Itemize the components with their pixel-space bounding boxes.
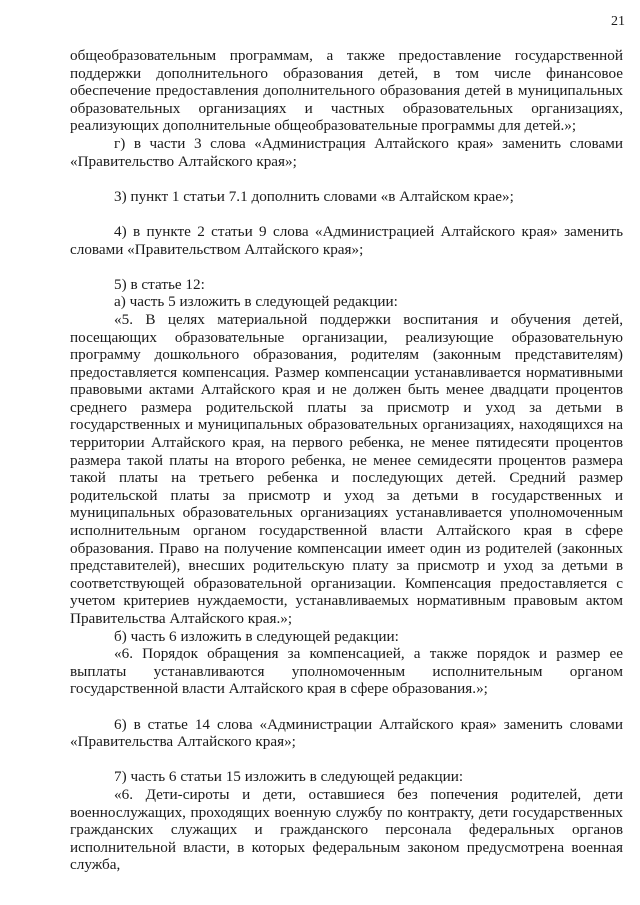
paragraph-item-5: 5) в статье 12: — [114, 275, 205, 293]
paragraph-item-3: 3) пункт 1 статьи 7.1 дополнить словами «в Алтайском крае»; — [114, 187, 514, 205]
paragraph-part-6-article-15-text: «6. Дети-сироты и дети, оставшиеся без попечения родителей, дети военнослужащих, проходящих военную службу по контракту, дети государственных гражданских служащих и гражданского персонала федеральных органов исполнительной власти, в которых федеральным законом предусмотрена военная служба, — [70, 785, 623, 874]
paragraph-item-5a: а) часть 5 изложить в следующей редакции: — [114, 293, 398, 311]
paragraph-item-g: г) в части 3 слова «Администрация Алтайского края» заменить словами «Правительство Алтайского края»; — [70, 134, 623, 170]
paragraph-item-6: 6) в статье 14 слова «Администрации Алтайского края» заменить словами «Правительства Алтайского края»; — [70, 715, 623, 751]
paragraph-item-5b: б) часть 6 изложить в следующей редакции: — [114, 627, 399, 645]
paragraph-part-5-text: «5. В целях материальной поддержки воспитания и обучения детей, посещающих образовательные организации, реализующие образовательную программу дошкольного образования, родителям (законным представителям) предоставляется компенсация. Размер компенсации устанавливается нормативными правовыми актами Алтайского края и не должен быть менее двадцати процентов среднего размера родительской платы за присмотр и уход за детьми в государственных и муниципальных образовательных организациях, находящихся на территории Алтайского края, на первого ребенка, не менее пятидесяти процентов размера такой платы на второго ребенка, не менее семидесяти процентов размера такой платы на третьего ребенка и последующих детей. Средний размер родительской платы за присмотр и уход за детьми в государственных и муниципальных образовательных организациях устанавливается уполномоченным исполнительным органом государственной власти Алтайского края в сфере образования. Право на получение компенсации имеет один из родителей (законных представителей), внесших родительскую плату за присмотр и уход за детьми в соответствующей образовательной организации. Компенсация предоставляется с учетом критериев нуждаемости, устанавливаемых нормативным правовым актом Правительства Алтайского края.»; — [70, 310, 623, 627]
document-body — [70, 47, 623, 874]
paragraph-item-7: 7) часть 6 статьи 15 изложить в следующей редакции: — [114, 768, 464, 786]
paragraph-part-6-text: «6. Порядок обращения за компенсацией, а также порядок и размер ее выплаты устанавливаются уполномоченным исполнительным органом государственной власти Алтайского края в сфере образования.»; — [70, 645, 623, 698]
page-number: 21 — [611, 14, 625, 29]
paragraph-continuation: общеобразовательным программам, а также предоставление государственной поддержки дополнительного образования детей, в том числе финансовое обеспечение предоставления дополнительного образования детей в муниципальных образовательных организациях и частных образовательных организациях, реализующих дополнительные общеобразовательные программы для детей.»; — [70, 47, 623, 135]
paragraph-item-4: 4) в пункте 2 статьи 9 слова «Администрацией Алтайского края» заменить словами «Правительством Алтайского края»; — [70, 222, 623, 258]
